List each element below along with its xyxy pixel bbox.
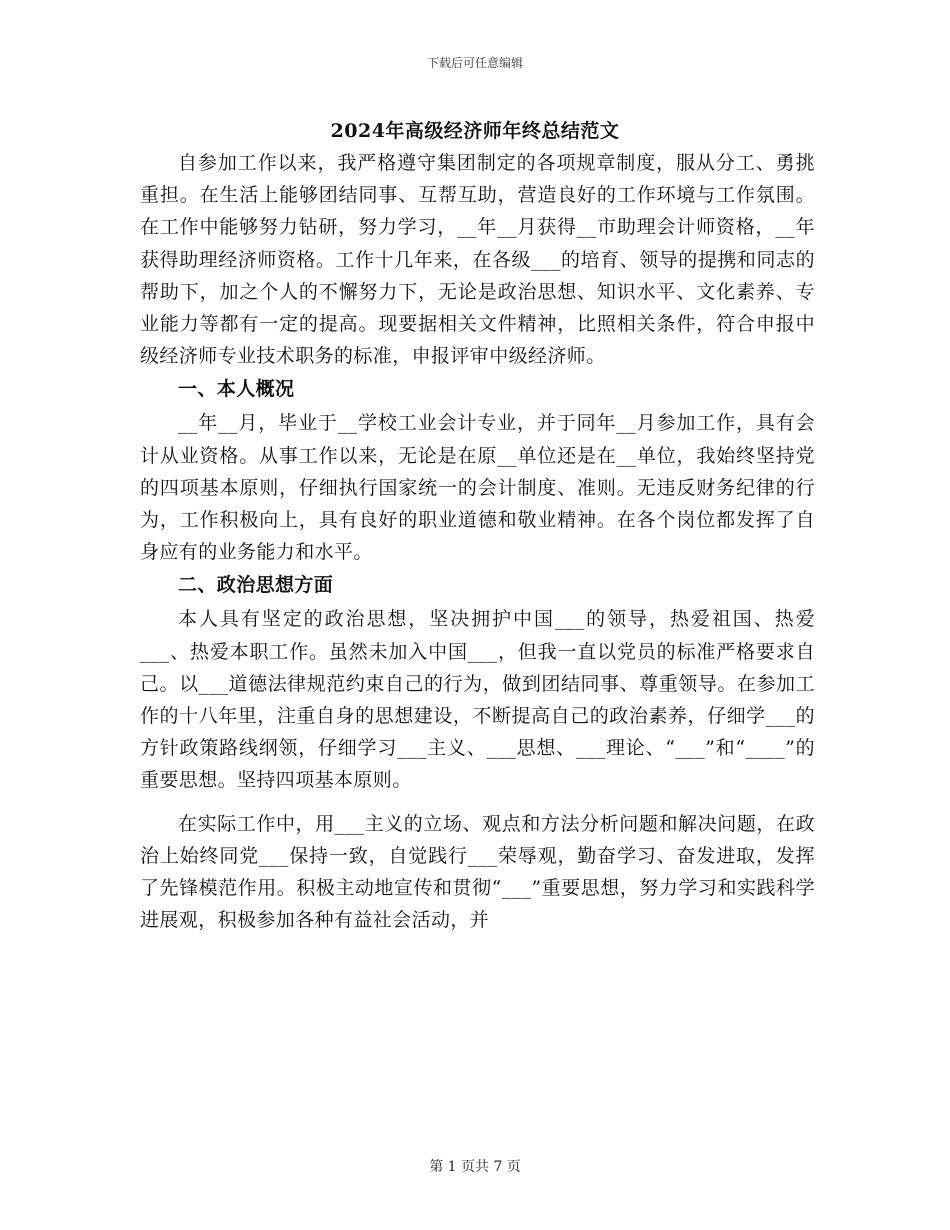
page-number-indicator: 第 1 页共 7 页 <box>429 1159 521 1175</box>
political-thought-paragraph-2: 在实际工作中，用___主义的立场、观点和方法分析问题和解决问题，在政治上始终同党___保持一致，自觉践行___荣辱观，勤奋学习、奋发进取，发挥了先锋模范作用。积极主动地宣传和贯彻“___”重要思想，努力学习和实践科学进展观，积极参加各种有益社会活动，并 <box>140 812 815 932</box>
page-header-note: 下载后可任意编辑 <box>426 56 523 70</box>
political-thought-paragraph-1: 本人具有坚定的政治思想，坚决拥护中国___的领导，热爱祖国、热爱___、热爱本职工作。虽然未加入中国___，但我一直以党员的标准严格要求自己。以___道德法律规范约束自己的行为，做到团结同事、尊重领导。在参加工作的十八年里，注重自身的思想建设，不断提高自己的政治素养，仔细学___的方针政策路线纲领，仔细学习___主义、___思想、___理论、“___”和“____”的重要思想。坚持四项基本原则。 <box>140 608 815 792</box>
section-heading-personal-overview: 一、本人概况 <box>178 378 295 401</box>
document-body <box>140 147 815 936</box>
intro-paragraph: 自参加工作以来，我严格遵守集团制定的各项规章制度，服从分工、勇挑重担。在生活上能够团结同事、互帮互助，营造良好的工作环境与工作氛围。在工作中能够努力钻研，努力学习，__年__月获得__市助理会计师资格，__年获得助理经济师资格。工作十几年来，在各级___的培育、领导的提携和同志的帮助下，加之个人的不懈努力下，无论是政治思想、知识水平、文化素养、专业能力等都有一定的提高。现要据相关文件精神，比照相关条件，符合申报中级经济师专业技术职务的标准，申报评审中级经济师。 <box>140 152 815 368</box>
section-heading-political-thought: 二、政治思想方面 <box>178 574 334 597</box>
personal-overview-paragraph: __年__月，毕业于__学校工业会计专业，并于同年__月参加工作，具有会计从业资格。从事工作以来，无论是在原__单位还是在__单位，我始终坚持党的四项基本原则，仔细执行国家统一的会计制度、准则。无违反财务纪律的行为，工作积极向上，具有良好的职业道德和敬业精神。在各个岗位都发挥了自身应有的业务能力和水平。 <box>140 412 815 564</box>
document-title: 2024年高级经济师年终总结范文 <box>330 120 620 142</box>
